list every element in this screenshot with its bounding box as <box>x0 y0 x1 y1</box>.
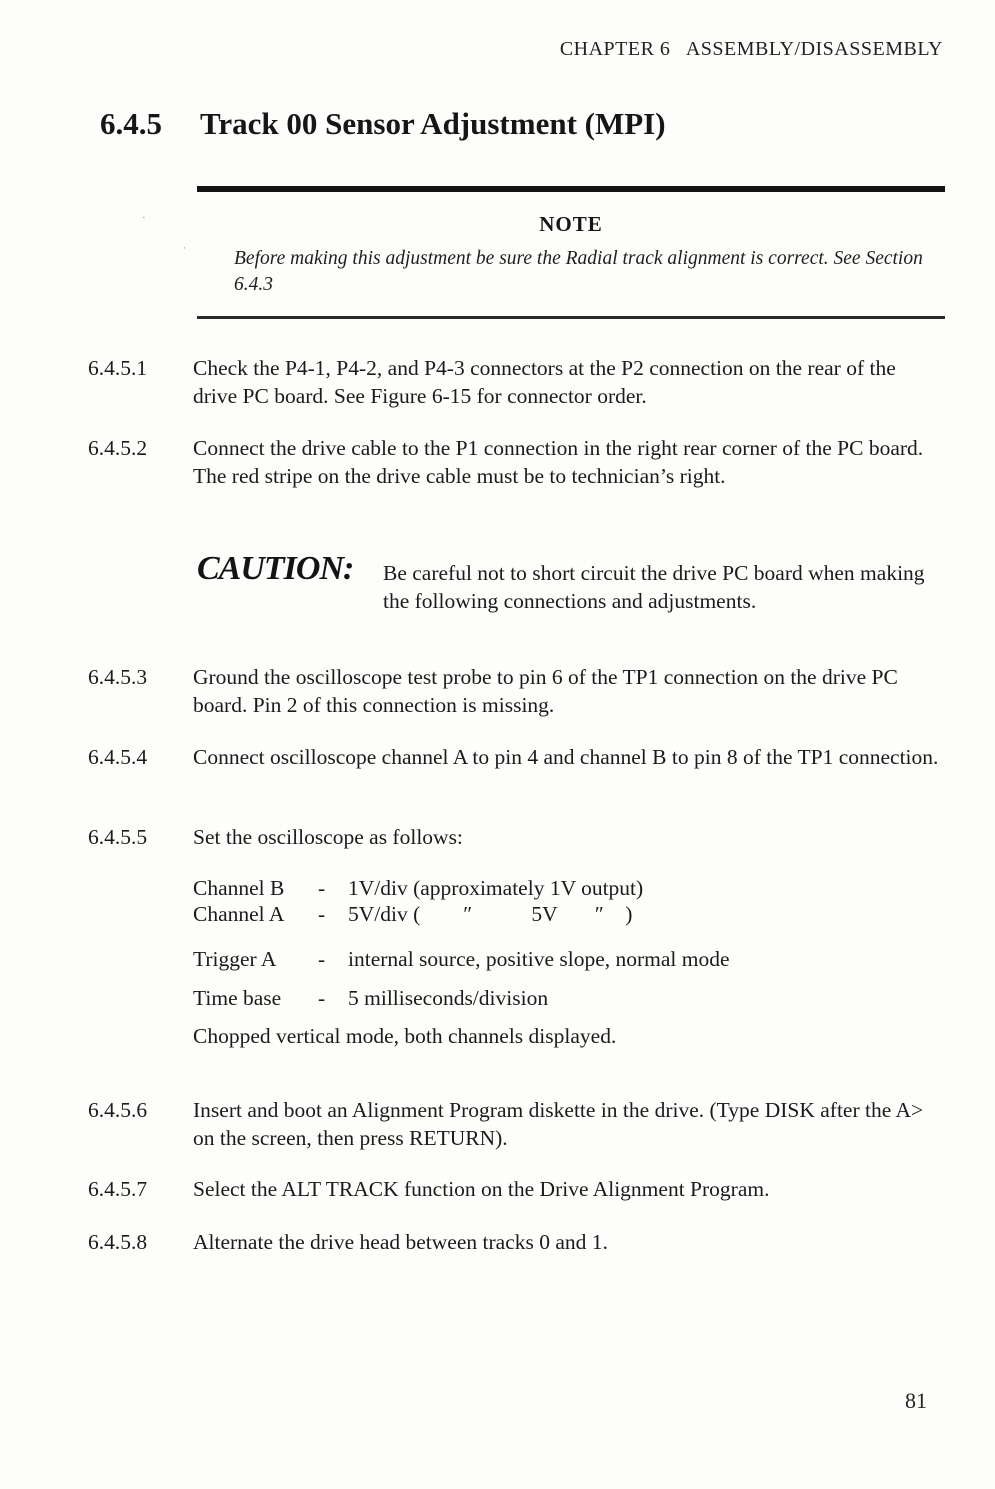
step-text: Alternate the drive head between tracks 0 and 1. <box>193 1230 608 1254</box>
step-number: 6.4.5.2 <box>88 436 148 460</box>
step-6-4-5-3 <box>88 664 941 719</box>
scan-artifact: · <box>142 212 146 224</box>
step-text: Connect oscilloscope channel A to pin 4 and channel B to pin 8 of the TP1 connection. <box>193 745 939 769</box>
setting-label: Channel B <box>193 876 285 900</box>
section-heading <box>100 106 666 142</box>
note-title: NOTE <box>539 212 603 236</box>
setting-value: 5V/div ( ″ 5V ″ ) <box>348 902 633 926</box>
caution-label: CAUTION: <box>197 550 354 587</box>
setting-trigger-a <box>193 946 730 972</box>
setting-channel-a <box>193 901 632 927</box>
setting-label: Channel A <box>193 902 285 926</box>
section-title: Track 00 Sensor Adjustment (MPI) <box>200 106 666 141</box>
setting-dash: - <box>318 986 326 1010</box>
setting-label: Time base <box>193 986 282 1010</box>
step-number: 6.4.5.8 <box>88 1230 148 1254</box>
step-number: 6.4.5.6 <box>88 1098 148 1122</box>
step-6-4-5-6 <box>88 1097 941 1152</box>
setting-channel-b <box>193 875 643 901</box>
page-number: 81 <box>905 1388 927 1413</box>
step-number: 6.4.5.7 <box>88 1177 148 1201</box>
step-6-4-5-2 <box>88 435 941 490</box>
settings-footer: Chopped vertical mode, both channels displayed. <box>193 1024 617 1048</box>
step-text: Set the oscilloscope as follows: <box>193 825 463 849</box>
setting-dash: - <box>318 947 326 971</box>
setting-dash: - <box>318 902 326 926</box>
step-text: Select the ALT TRACK function on the Drive Alignment Program. <box>193 1177 770 1201</box>
step-6-4-5-8 <box>88 1229 941 1257</box>
step-number: 6.4.5.3 <box>88 665 148 689</box>
step-6-4-5-5 <box>88 824 941 852</box>
section-number: 6.4.5 <box>100 106 162 141</box>
setting-dash: - <box>318 876 326 900</box>
step-number: 6.4.5.1 <box>88 356 148 380</box>
caution-text: Be careful not to short circuit the drive PC board when making the following connections and adjustments. <box>383 561 925 613</box>
step-6-4-5-7 <box>88 1176 941 1204</box>
setting-label: Trigger A <box>193 947 277 971</box>
setting-time-base <box>193 985 548 1011</box>
step-number: 6.4.5.4 <box>88 745 148 769</box>
caution-block <box>197 552 942 615</box>
scan-artifact: · <box>183 243 186 253</box>
step-text: Insert and boot an Alignment Program diskette in the drive. (Type DISK after the A> on the screen, then press RETURN). <box>193 1098 924 1150</box>
step-6-4-5-4 <box>88 744 941 772</box>
note-box <box>197 186 945 319</box>
note-text: Before making this adjustment be sure the Radial track alignment is correct. See Section 6.4.3 <box>234 248 923 295</box>
step-text: Check the P4-1, P4-2, and P4-3 connectors at the P2 connection on the rear of the drive PC board. See Figure 6-15 for connector order. <box>193 356 896 408</box>
step-number: 6.4.5.5 <box>88 825 148 849</box>
step-text: Connect the drive cable to the P1 connection in the right rear corner of the PC board. The red stripe on the drive cable must be to technician’s right. <box>193 436 924 488</box>
setting-value: 1V/div (approximately 1V output) <box>348 876 644 900</box>
step-text: Ground the oscilloscope test probe to pin 6 of the TP1 connection on the drive PC board. Pin 2 of this connection is missing. <box>193 665 898 717</box>
setting-value: 5 milliseconds/division <box>348 986 549 1010</box>
chapter-header: CHAPTER 6 ASSEMBLY/DISASSEMBLY <box>559 38 943 60</box>
setting-value: internal source, positive slope, normal mode <box>348 947 730 971</box>
step-6-4-5-1 <box>88 355 941 410</box>
